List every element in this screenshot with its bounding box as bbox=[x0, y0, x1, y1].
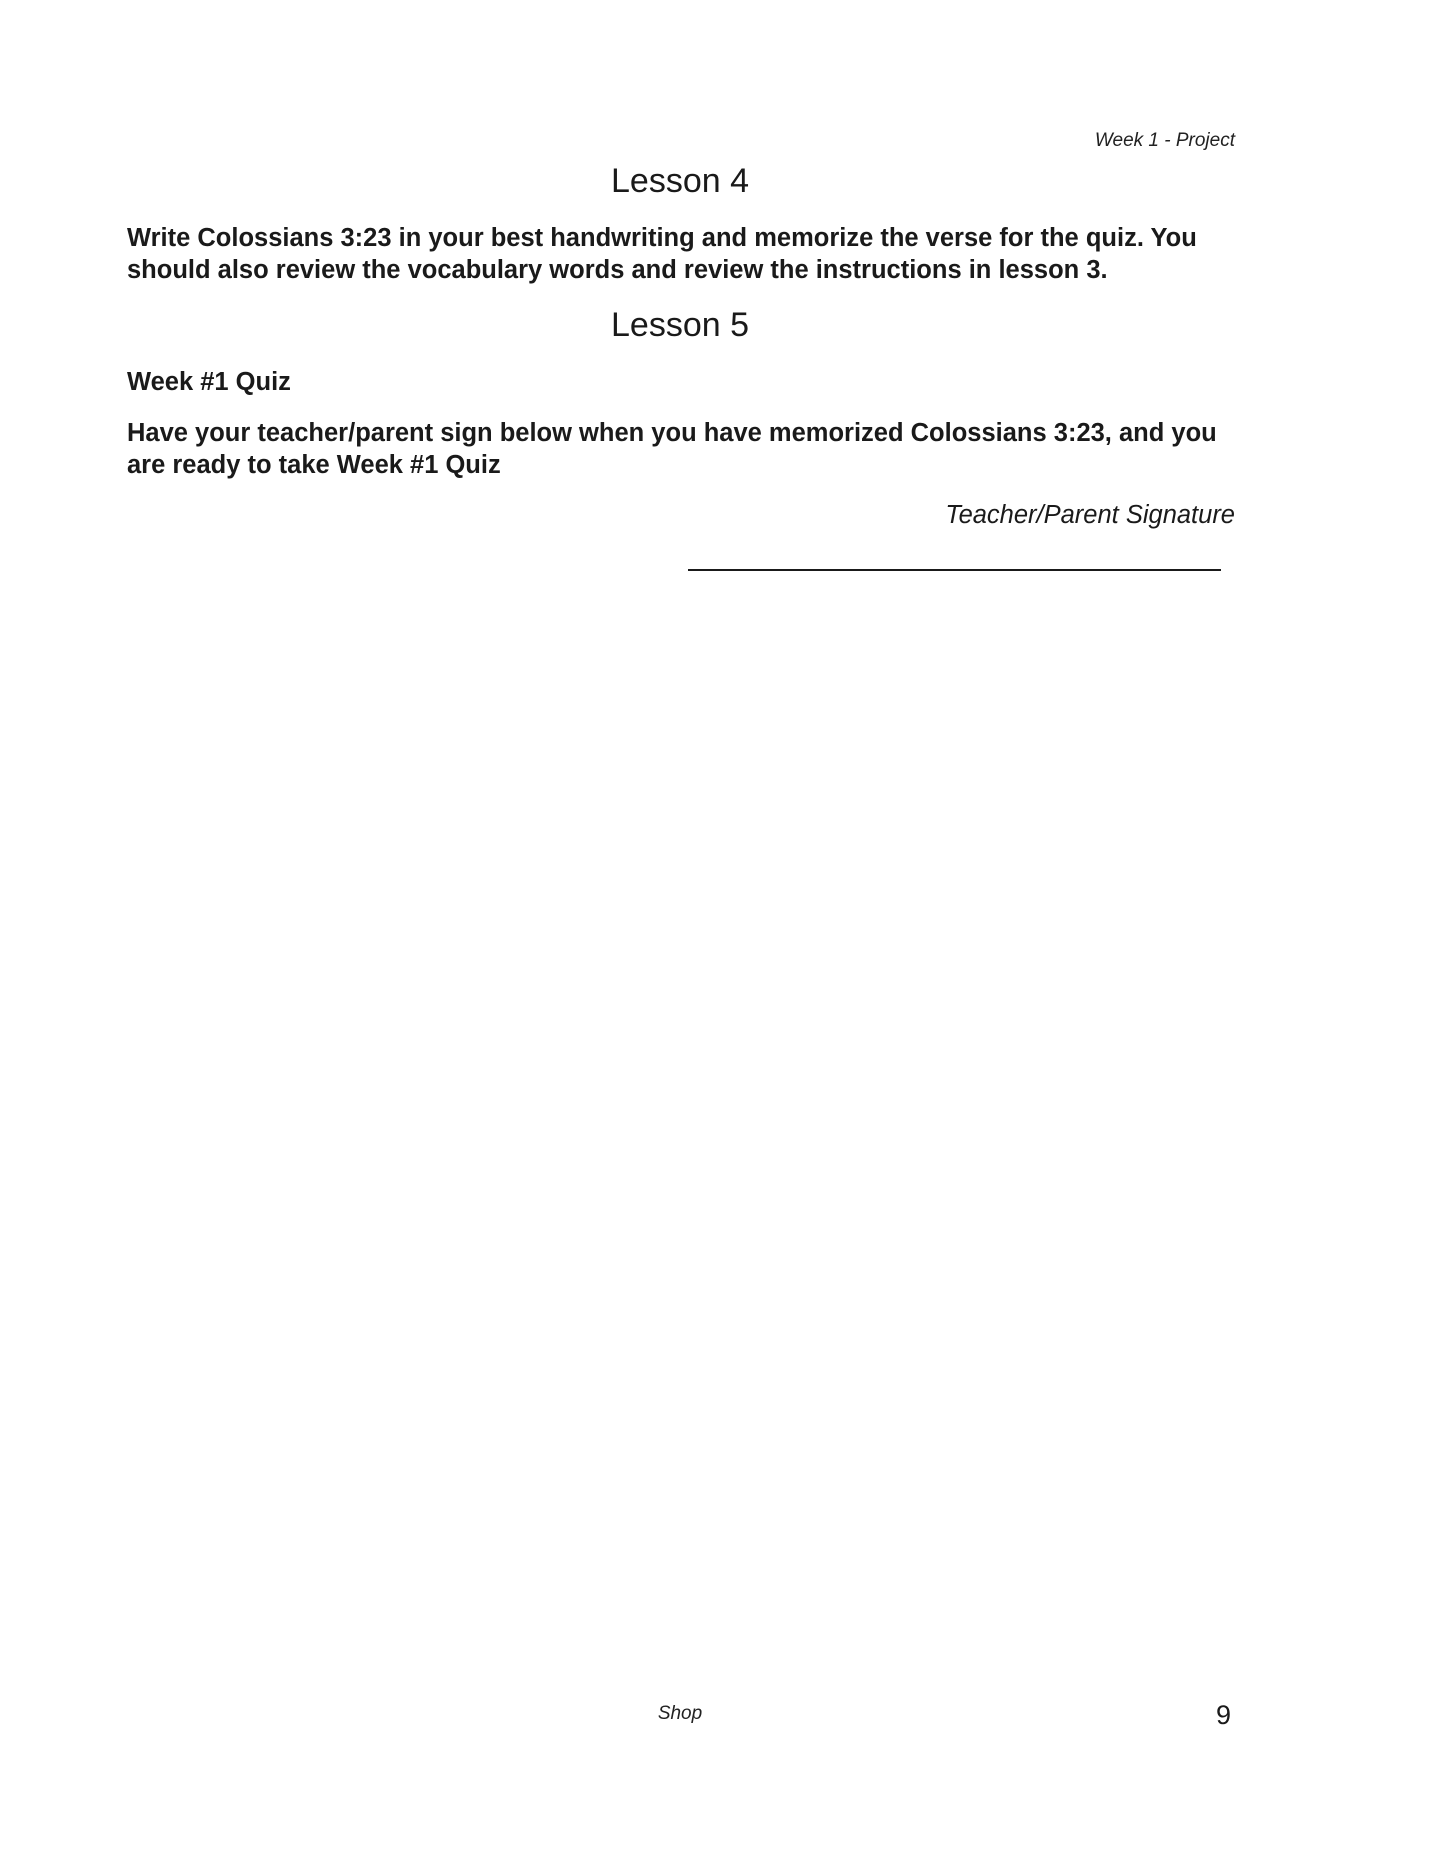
lesson-4-instructions: Write Colossians 3:23 in your best handwriting and memorize the verse for the quiz. You should also review the vocabulary words and review the instructions in lesson 3. bbox=[127, 224, 1197, 284]
running-head: Week 1 - Project bbox=[1094, 130, 1235, 151]
footer-section-title: Shop bbox=[657, 1703, 703, 1724]
quiz-title: Week #1 Quiz bbox=[127, 368, 291, 396]
signature-label: Teacher/Parent Signature bbox=[945, 501, 1235, 529]
lesson-4-heading: Lesson 4 bbox=[611, 162, 749, 200]
signature-line bbox=[688, 569, 1221, 571]
lesson-5-heading: Lesson 5 bbox=[611, 306, 749, 344]
page-number: 9 bbox=[1215, 1700, 1231, 1730]
lesson-5-instructions: Have your teacher/parent sign below when you have memorized Colossians 3:23, and you are ready to take Week #1 Quiz bbox=[127, 419, 1217, 479]
